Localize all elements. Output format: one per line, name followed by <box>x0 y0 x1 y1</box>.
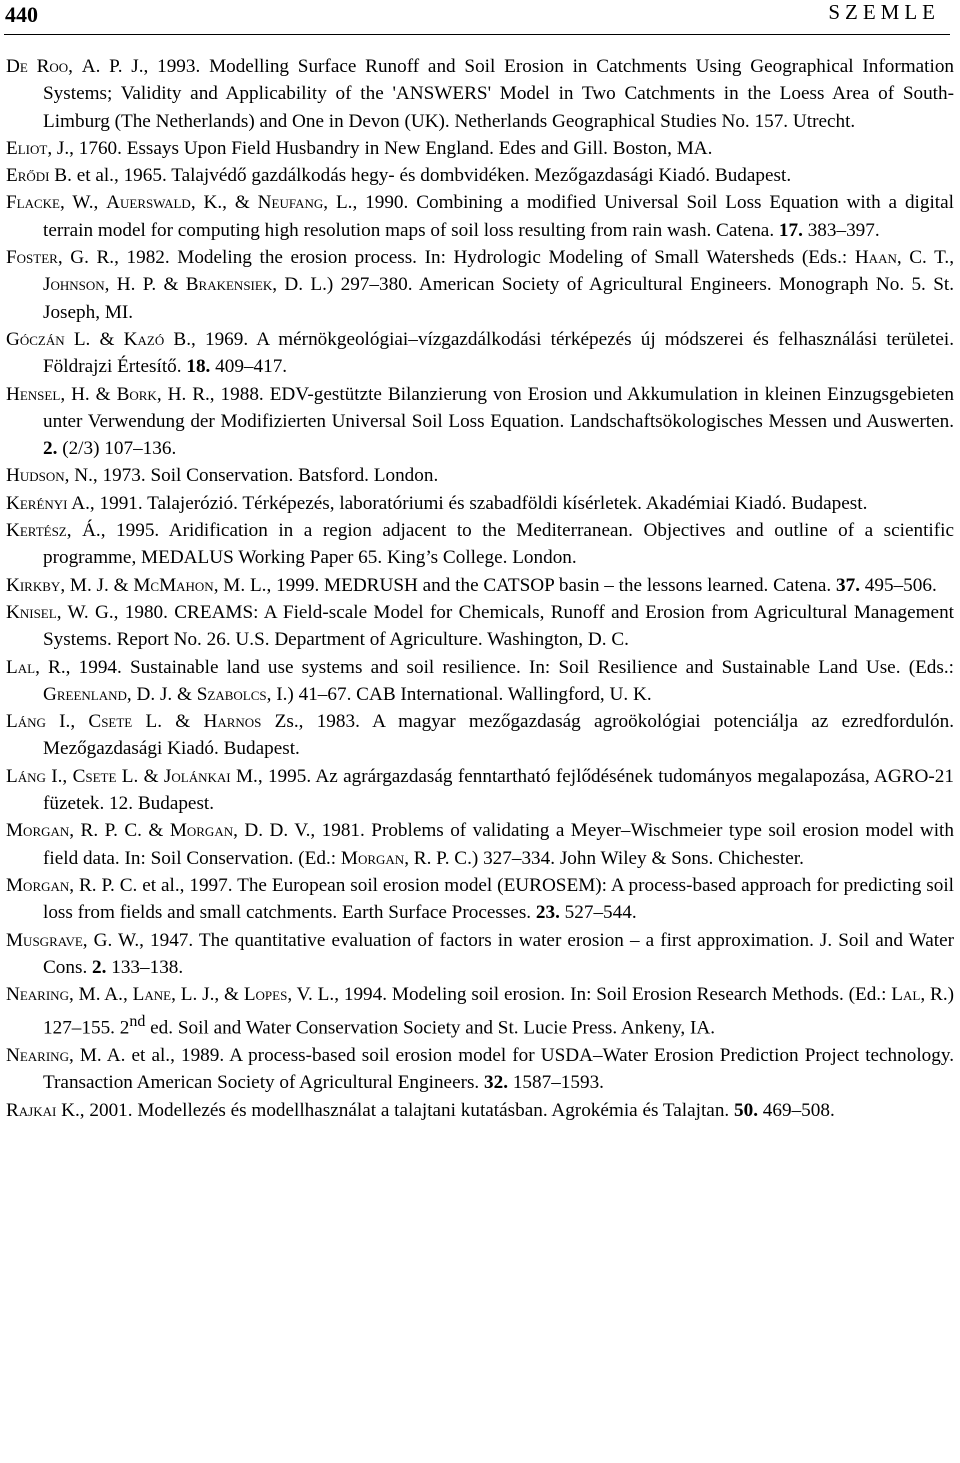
reference-entry <box>6 763 954 818</box>
reference-text: , H. & <box>60 383 117 405</box>
volume-number: 18. <box>186 356 211 378</box>
author-name: Musgrave <box>6 929 83 951</box>
reference-text: , W., <box>60 192 107 214</box>
reference-text: I., <box>45 765 73 787</box>
reference-text: , L., 1990. Combining a modified Universal Soil Loss Equation with a digital terrain model for computing high resolution maps of soil loss resulting from rain wash. Catena. <box>43 192 954 241</box>
reference-text: , M. A., <box>68 984 133 1006</box>
author-name: Harnos <box>203 711 262 733</box>
reference-entry <box>6 817 954 872</box>
running-title: SZEMLE <box>828 0 940 24</box>
author-name: Erődi <box>6 165 50 187</box>
reference-text: , G. W., 1947. The quantitative evaluation of factors in water erosion – a first approximation. J. Soil and Water Cons. <box>43 929 954 978</box>
reference-text: , M. L., 1999. MEDRUSH and the CATSOP basin – the lessons learned. Catena. <box>213 574 836 596</box>
author-name: Hudson <box>6 465 65 487</box>
reference-text: , R. P. C. & <box>69 820 170 842</box>
reference-entry <box>6 654 954 709</box>
author-name: Rajkai <box>6 1099 57 1121</box>
reference-entry <box>6 927 954 982</box>
reference-text: L. & <box>116 765 164 787</box>
reference-text: , M. J. & <box>60 574 134 596</box>
author-name: Morgan <box>6 874 70 896</box>
reference-entry <box>6 572 954 599</box>
author-name: McMahon <box>133 574 214 596</box>
volume-number: 2. <box>43 438 58 460</box>
author-name: Foster <box>6 247 58 269</box>
reference-text: , <box>68 56 82 77</box>
reference-entry <box>6 1097 954 1124</box>
reference-text: , D. J. & <box>126 683 197 705</box>
author-name: Lane <box>132 984 172 1006</box>
author-name: Láng <box>6 765 46 787</box>
reference-list <box>6 53 954 1124</box>
header-divider <box>4 34 950 35</box>
reference-text: K., 2001. Modellezés és modellhasználat a talajtani kutatásban. Agrokémia és Talajtan. <box>56 1099 735 1121</box>
reference-text: 1587–1593. <box>508 1072 604 1094</box>
author-name: Brakensiek <box>185 274 273 296</box>
reference-text: , K., & <box>190 192 258 214</box>
reference-entry <box>6 981 954 1042</box>
author-name: Kerényi <box>6 492 68 514</box>
reference-text: B., 1969. A mérnökgeológiai–vízgazdálkodási térképezés új módszerei és felhasználási területei. Földrajzi Értesítő. <box>43 328 954 378</box>
reference-entry <box>6 381 954 463</box>
reference-text: B. et al., 1965. Talajvédő gazdálkodás hegy- és dombvidéken. Mezőgazdasági Kiadó. Budapest. <box>49 165 792 187</box>
reference-text: , R., 1994. Sustainable land use systems and soil resilience. In: Soil Resilience and Sustainable Land Use. (Eds.: <box>35 656 954 678</box>
reference-entry <box>6 189 954 244</box>
reference-text: L. & <box>64 328 124 350</box>
reference-entry <box>6 135 954 162</box>
author-name: Morgan <box>169 820 234 842</box>
reference-text: 469–508. <box>758 1099 835 1121</box>
reference-text: , H. P. & <box>104 274 186 296</box>
reference-text: , R. P. C. et al., 1997. The European soil erosion model (EUROSEM): A process-based approach for predicting soil loss from fields and small catchments. Earth Surface Processes. <box>43 874 954 924</box>
reference-text: A., 1991. Talajerózió. Térképezés, laboratóriumi és szabadföldi kísérletek. Akadémiai Kiadó. Budapest. <box>67 492 868 514</box>
author-name: Lal <box>6 656 36 678</box>
reference-entry <box>6 872 954 927</box>
reference-text: 409–417. <box>210 356 288 378</box>
reference-entry <box>6 162 954 189</box>
author-name: Auerswald <box>106 192 191 214</box>
reference-entry <box>6 326 954 381</box>
reference-text: , G. R., 1982. Modeling the erosion process. In: Hydrologic Modeling of Small Watersheds (Eds.: <box>57 247 855 269</box>
reference-text: , D. L.) 297–380. American Society of Agricultural Engineers. Monograph No. 5. St. Joseph, MI. <box>43 274 954 323</box>
reference-text: , V. L., 1994. Modeling soil erosion. In: Soil Erosion Research Methods. (Ed.: <box>287 984 892 1006</box>
reference-text: , W. G., 1980. CREAMS: A Field-scale Model for Chemicals, Runoff and Erosion from Agricultural Management Systems. Report No. 26. U.S. Department of Agriculture. Washington, D. C. <box>43 601 954 651</box>
reference-text: , M. A. et al., 1989. A process-based soil erosion model for USDA–Water Erosion Prediction Project technology. Transaction American Society of Agricultural Engineers. <box>43 1045 954 1094</box>
author-name: Kazó <box>123 328 165 350</box>
author-name: Kirkby <box>6 574 61 596</box>
reference-entry <box>6 490 954 517</box>
author-name: De Roo <box>6 56 69 77</box>
reference-text: , I.) 41–67. CAB International. Wallingford, U. K. <box>266 683 652 705</box>
author-name: Jolánkai <box>163 765 231 787</box>
reference-text: , R.) 127–155. 2 <box>43 984 955 1039</box>
reference-text: , H. R., 1988. EDV-gestützte Bilanzierung von Erosion und Akkumulation in kleinen Einzugsgebieten unter Verwendung der Modifizierten Universal Soil Loss Equation. Landschaftsökologisches Messen und Auswerten. <box>43 383 954 432</box>
author-name: Bork <box>116 383 157 405</box>
author-name: Nearing <box>6 1045 69 1067</box>
volume-number: 2. <box>92 956 107 978</box>
author-name: Csete <box>72 765 117 787</box>
author-name: Johnson <box>43 274 105 296</box>
author-name: Eliot <box>6 137 48 159</box>
author-name: Csete <box>88 711 133 733</box>
author-name: Flacke <box>6 192 61 214</box>
volume-number: 32. <box>484 1072 509 1094</box>
reference-text: (2/3) 107–136. <box>57 438 177 460</box>
reference-entry <box>6 599 954 654</box>
reference-entry <box>6 1042 954 1097</box>
author-name: Hensel <box>6 383 61 405</box>
volume-number: 23. <box>535 902 560 924</box>
reference-entry <box>6 53 954 135</box>
reference-text: , D. D. V., 1981. Problems of validating a Meyer–Wischmeier type soil erosion model with field data. In: Soil Conservation. (Ed.: <box>43 820 954 869</box>
author-name: Knisel <box>6 601 57 623</box>
author-name: Haan <box>854 247 897 269</box>
author-name: Neufang <box>257 192 324 214</box>
reference-text: 383–397. <box>802 219 880 241</box>
volume-number: 50. <box>734 1099 758 1121</box>
author-name: Lopes <box>243 984 288 1006</box>
reference-text: Zs., 1983. A magyar mezőgazdaság agroökológiai potenciálja az ezredfordulón. Mezőgazdasági Kiadó. Budapest. <box>43 711 954 760</box>
reference-entry <box>6 244 954 326</box>
reference-text: 495–506. <box>859 574 937 596</box>
reference-text: , 1993. Modelling Surface Runoff and Soil Erosion in Catchments Using Geographical Information Systems; Validity and Applicability of the 'ANSWERS' Model in Two Catchments in the Loess Area of South-Limburg (The Netherlands) and One in Devon (UK). Netherlands Geographical Studies No. 157. Utrecht. <box>43 56 955 132</box>
reference-text: , J., 1760. Essays Upon Field Husbandry in New England. Edes and Gill. Boston, MA. <box>47 137 713 159</box>
reference-entry <box>6 708 954 763</box>
volume-number: 17. <box>778 219 803 241</box>
reference-text: L. & <box>132 711 204 733</box>
reference-entry <box>6 462 954 489</box>
reference-text: I., <box>45 711 89 733</box>
reference-text: , L. J., & <box>171 984 244 1006</box>
reference-text: , N., 1973. Soil Conservation. Batsford. London. <box>64 465 439 487</box>
reference-text: 527–544. <box>559 902 637 924</box>
volume-number: 37. <box>836 574 860 596</box>
author-name: Góczán <box>6 328 65 350</box>
reference-text: , R. P. C.) 327–334. John Wiley & Sons. Chichester. <box>404 847 804 869</box>
reference-text: M., 1995. Az agrárgazdaság fenntartható fejlődésének tudományos megalapozása, AGRO-21 füzetek. 12. Budapest. <box>43 765 954 815</box>
reference-text: , Á., 1995. Aridification in a region adjacent to the Mediterranean. Objectives and outline of a scientific programme, MEDALUS Working Paper 65. King’s College. London. <box>43 520 954 569</box>
author-name: Szabolcs <box>196 683 267 705</box>
page-header <box>0 0 960 37</box>
author-name: Kertész <box>6 520 67 542</box>
author-name: Morgan <box>6 820 70 842</box>
author-name: Nearing <box>6 984 69 1006</box>
reference-text: 133–138. <box>106 956 184 978</box>
author-name: Láng <box>6 711 46 733</box>
reference-entry <box>6 517 954 572</box>
author-name: Morgan <box>340 847 405 869</box>
page-number: 440 <box>5 2 38 27</box>
author-name: Lal <box>891 984 921 1006</box>
author-name: A. P. J. <box>81 56 144 77</box>
author-name: Greenland <box>43 683 127 705</box>
reference-text: nd <box>129 1013 146 1031</box>
reference-text: , C. T., <box>896 247 955 269</box>
reference-text: ed. Soil and Water Conservation Society and St. Lucie Press. Ankeny, IA. <box>145 1017 716 1039</box>
